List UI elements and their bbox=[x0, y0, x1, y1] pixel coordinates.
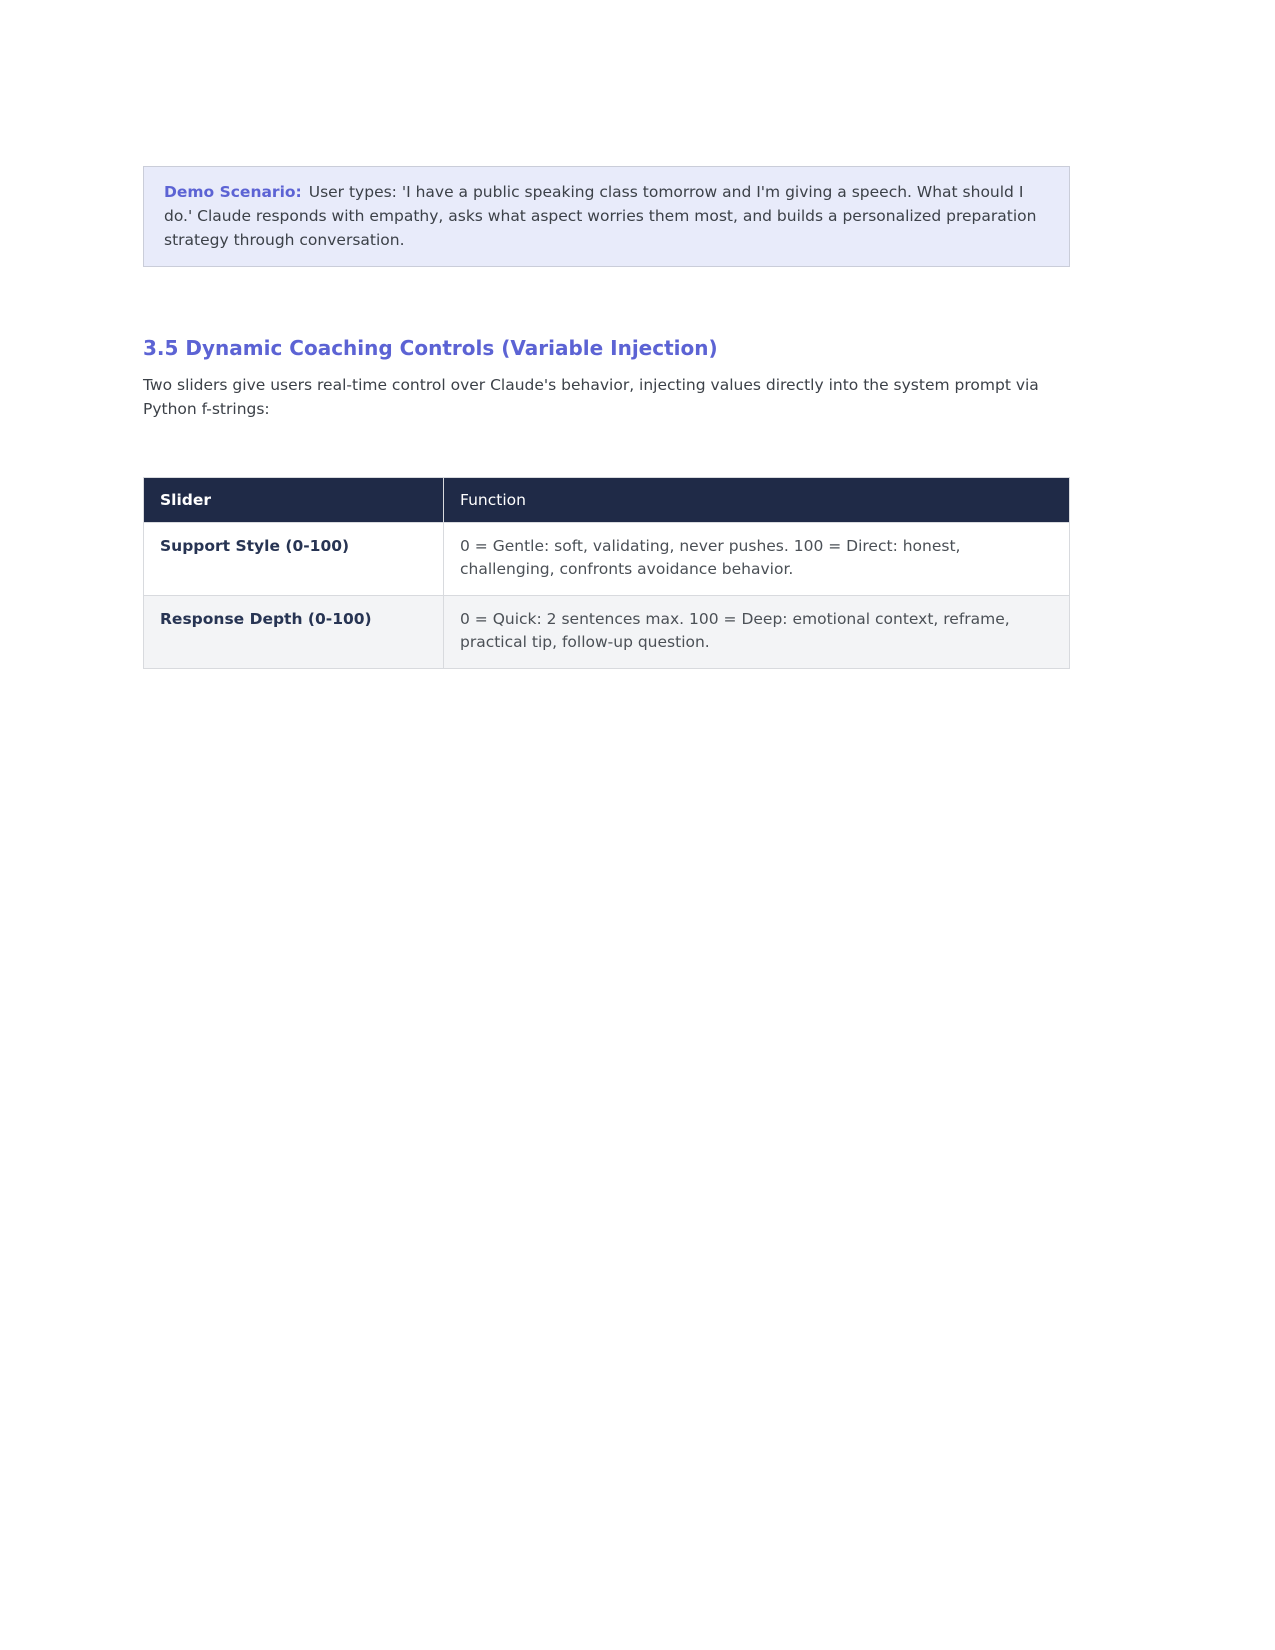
column-header-slider: Slider bbox=[144, 478, 444, 523]
slider-function-cell: 0 = Quick: 2 sentences max. 100 = Deep: emotional context, reframe, practical tip, follow-up question. bbox=[444, 596, 1070, 669]
callout-label: Demo Scenario: bbox=[164, 183, 302, 201]
section-intro-paragraph: Two sliders give users real-time control over Claude's behavior, injecting values directly into the system prompt via Python f-strings: bbox=[143, 376, 1039, 418]
table-header-row bbox=[144, 478, 1070, 523]
page-content bbox=[143, 0, 1070, 669]
demo-scenario-callout bbox=[143, 166, 1070, 267]
slider-name-cell: Response Depth (0-100) bbox=[144, 596, 444, 669]
callout-body-text: User types: 'I have a public speaking class tomorrow and I'm giving a speech. What should I do.' Claude responds with empathy, asks what aspect worries them most, and builds a personalized preparation strategy through conversation. bbox=[164, 183, 1037, 249]
table-row bbox=[144, 523, 1070, 596]
slider-function-cell: 0 = Gentle: soft, validating, never pushes. 100 = Direct: honest, challenging, confronts avoidance behavior. bbox=[444, 523, 1070, 596]
column-header-function: Function bbox=[444, 478, 1070, 523]
section-heading: 3.5 Dynamic Coaching Controls (Variable Injection) bbox=[143, 336, 718, 360]
slider-name-cell: Support Style (0-100) bbox=[144, 523, 444, 596]
coaching-controls-table bbox=[143, 477, 1070, 669]
table-row bbox=[144, 596, 1070, 669]
